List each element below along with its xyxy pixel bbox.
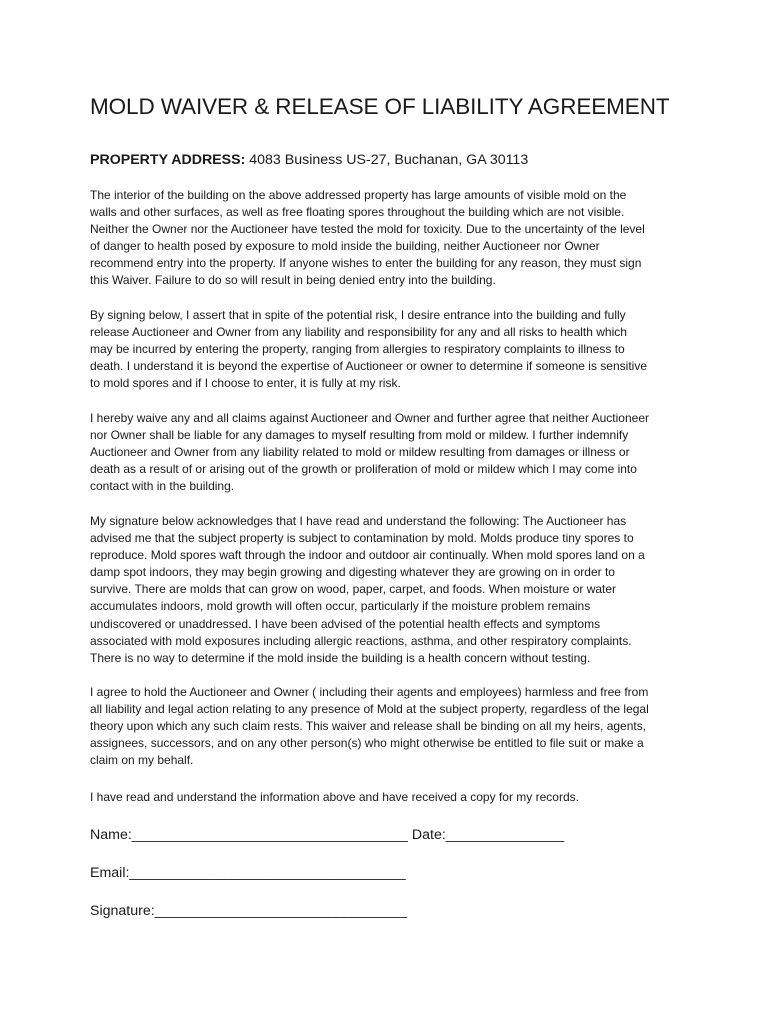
- paragraph-line: to mold spores and if I choose to enter, it is fully at my risk.: [90, 376, 401, 391]
- paragraph-line: claim on my behalf.: [90, 753, 194, 768]
- paragraph-line: Neither the Owner nor the Auctioneer have tested the mold for toxicity. Due to the uncertainty of the level: [90, 222, 645, 237]
- paragraph-line: advised me that the subject property is subject to contamination by mold. Molds produce tiny spores to: [90, 531, 634, 546]
- paragraph-line: I hereby waive any and all claims against Auctioneer and Owner and further agree that neither Auctioneer: [90, 411, 650, 425]
- paragraph-line: There is no way to determine if the mold inside the building is a health concern without testing.: [90, 650, 591, 665]
- paragraph-records: [90, 789, 690, 806]
- paragraph-line: I have read and understand the information above and have received a copy for my records.: [90, 790, 579, 804]
- paragraph-line: of danger to health posed by exposure to mold inside the building, neither Auctioneer nor Owner: [90, 239, 600, 254]
- paragraph-assertion: [90, 307, 690, 392]
- paragraph-line: I agree to hold the Auctioneer and Owner ( including their agents and employees) harmless and free from: [90, 685, 649, 699]
- paragraph-hold-harmless: [90, 684, 690, 769]
- paragraph-line: death. I understand it is beyond the expertise of Auctioneer or owner to determine if someone is sensitive: [90, 359, 647, 374]
- paragraph-line: contact with in the building.: [90, 479, 235, 494]
- paragraph-line: theory upon which any such claim rests. This waiver and release shall be binding on all my heirs, agents,: [90, 719, 647, 734]
- paragraph-line: death as a result of or arising out of the growth or proliferation of mold or mildew which I may come into: [90, 462, 637, 477]
- paragraph-line: Auctioneer and Owner from any liability related to mold or mildew resulting from damages or illness or: [90, 445, 630, 460]
- paragraph-line: By signing below, I assert that in spite of the potential risk, I desire entrance into the building and fully: [90, 308, 626, 322]
- paragraph-mold-condition: [90, 187, 690, 290]
- email-field[interactable]: Email:___________________________________: [90, 865, 406, 881]
- paragraph-line: My signature below acknowledges that I have read and understand the following: The Auctioneer has: [90, 514, 627, 528]
- document-title: MOLD WAIVER & RELEASE OF LIABILITY AGREEMENT: [90, 94, 670, 119]
- paragraph-line: recommend entry into the property. If anyone wishes to enter the building for any reason, they must sign: [90, 256, 642, 271]
- name-date-field[interactable]: Name:___________________________________ Date:_______________: [90, 827, 565, 843]
- paragraph-line: reproduce. Mold spores waft through the indoor and outdoor air continually. When mold spores land on a: [90, 548, 645, 563]
- paragraph-line: walls and other surfaces, as well as free floating spores throughout the building which are not visible.: [90, 205, 625, 220]
- paragraph-line: damp spot indoors, they may begin growing and digesting whatever they are growing on in order to: [90, 565, 615, 580]
- paragraph-line: accumulates indoors, mold growth will often occur, particularly if the moisture problem remains: [90, 599, 591, 614]
- property-address: [90, 150, 528, 170]
- paragraph-line: this Waiver. Failure to do so will result in being denied entry into the building.: [90, 273, 496, 288]
- paragraph-line: associated with mold exposures including allergic reactions, asthma, and other respiratory complaints.: [90, 633, 632, 648]
- paragraph-line: The interior of the building on the above addressed property has large amounts of visible mold on the: [90, 188, 627, 202]
- paragraph-line: release Auctioneer and Owner from any liability and responsibility for any and all risks to health which: [90, 325, 627, 340]
- property-address-label: PROPERTY ADDRESS:: [90, 152, 246, 168]
- paragraph-line: undiscovered or unaddressed. I have been advised of the potential health effects and symptoms: [90, 616, 601, 631]
- property-address-value: 4083 Business US-27, Buchanan, GA 30113: [249, 152, 529, 168]
- paragraph-line: survive. There are molds that can grow on wood, paper, carpet, and foods. When moisture or water: [90, 582, 617, 597]
- paragraph-acknowledgement: [90, 513, 690, 667]
- paragraph-line: all liability and legal action relating to any presence of Mold at the subject property, regardless of the legal: [90, 702, 649, 717]
- paragraph-line: nor Owner shall be liable for any damages to myself resulting from mold or mildew. I further indemnify: [90, 428, 629, 443]
- paragraph-waiver: [90, 410, 690, 495]
- signature-field[interactable]: Signature:________________________________: [90, 903, 408, 919]
- paragraph-line: assignees, successors, and on any other person(s) who might otherwise be entitled to file suit or make a: [90, 736, 644, 751]
- paragraph-line: may be incurred by entering the property, ranging from allergies to respiratory complaints to illness to: [90, 342, 625, 357]
